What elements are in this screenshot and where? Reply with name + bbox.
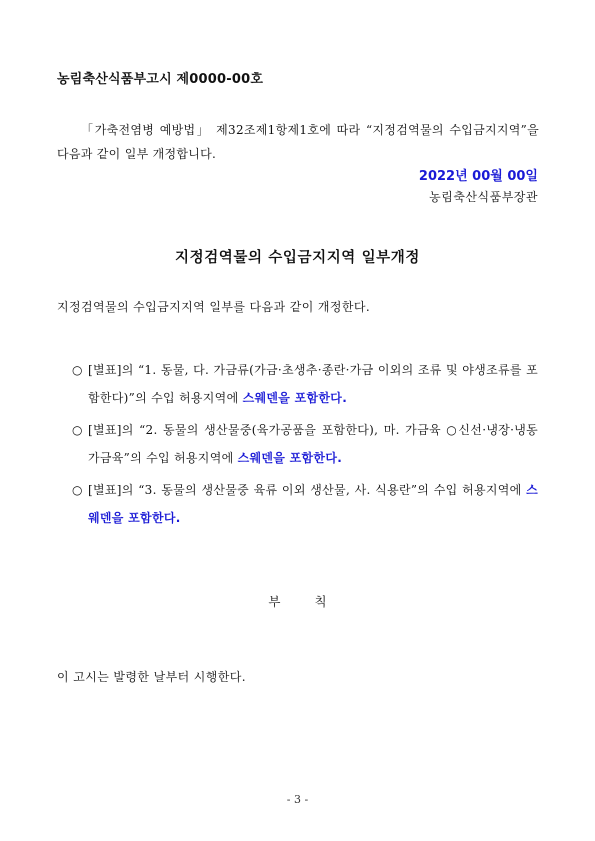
- supplementary-title-part2: 칙: [314, 594, 327, 609]
- supplementary-title: [0, 592, 595, 610]
- amendment-item: [72, 476, 538, 532]
- amendment-text: [별표]의 “2. 동물의 생산물중(육가공품을 포함한다), 마. 가금육 ○신선·냉장·냉동 가금육”의 수입 허용지역에: [88, 423, 538, 465]
- minister-signature: 농림축산식품부장관: [429, 190, 538, 204]
- lead-sentence: 지정검역물의 수입금지지역 일부를 다음과 같이 개정한다.: [57, 300, 371, 314]
- amendment-item: [72, 356, 538, 412]
- amendment-text: [별표]의 “1. 동물, 다. 가금류(가금·초생추·종란·가금 이외의 조류 및 야생조류를 포함한다)”의 수입 허용지역에: [88, 363, 538, 405]
- amendment-list: [72, 356, 538, 536]
- notice-number: 농림축산식품부고시 제0000-00호: [57, 72, 264, 87]
- amendment-text: [별표]의 “3. 동물의 생산물중 육류 이외 생산물, 사. 식용란”의 수입 허용지역에: [88, 483, 527, 497]
- notice-date: 2022년 00월 00일: [418, 169, 538, 184]
- bullet-circle: ○: [72, 363, 83, 377]
- amendment-item: [72, 416, 538, 472]
- amendment-emphasis: 스웨덴을 포함한다.: [237, 451, 343, 465]
- supplementary-text: 이 고시는 발령한 날부터 시행한다.: [57, 670, 246, 684]
- page-number: - 3 -: [286, 793, 309, 806]
- supplementary-title-part1: 부: [268, 594, 281, 609]
- bullet-circle: ○: [72, 483, 83, 497]
- bullet-circle: ○: [72, 423, 83, 437]
- amendment-emphasis: 스웨덴을 포함한다.: [88, 483, 538, 525]
- document-title: 지정검역물의 수입금지지역 일부개정: [174, 250, 420, 266]
- intro-paragraph: 「가축전염병 예방법」 제32조제1항제1호에 따라 “지정검역물의 수입금지지역”을 다음과 같이 일부 개정합니다.: [57, 123, 539, 161]
- amendment-emphasis: 스웨덴을 포함한다.: [242, 391, 348, 405]
